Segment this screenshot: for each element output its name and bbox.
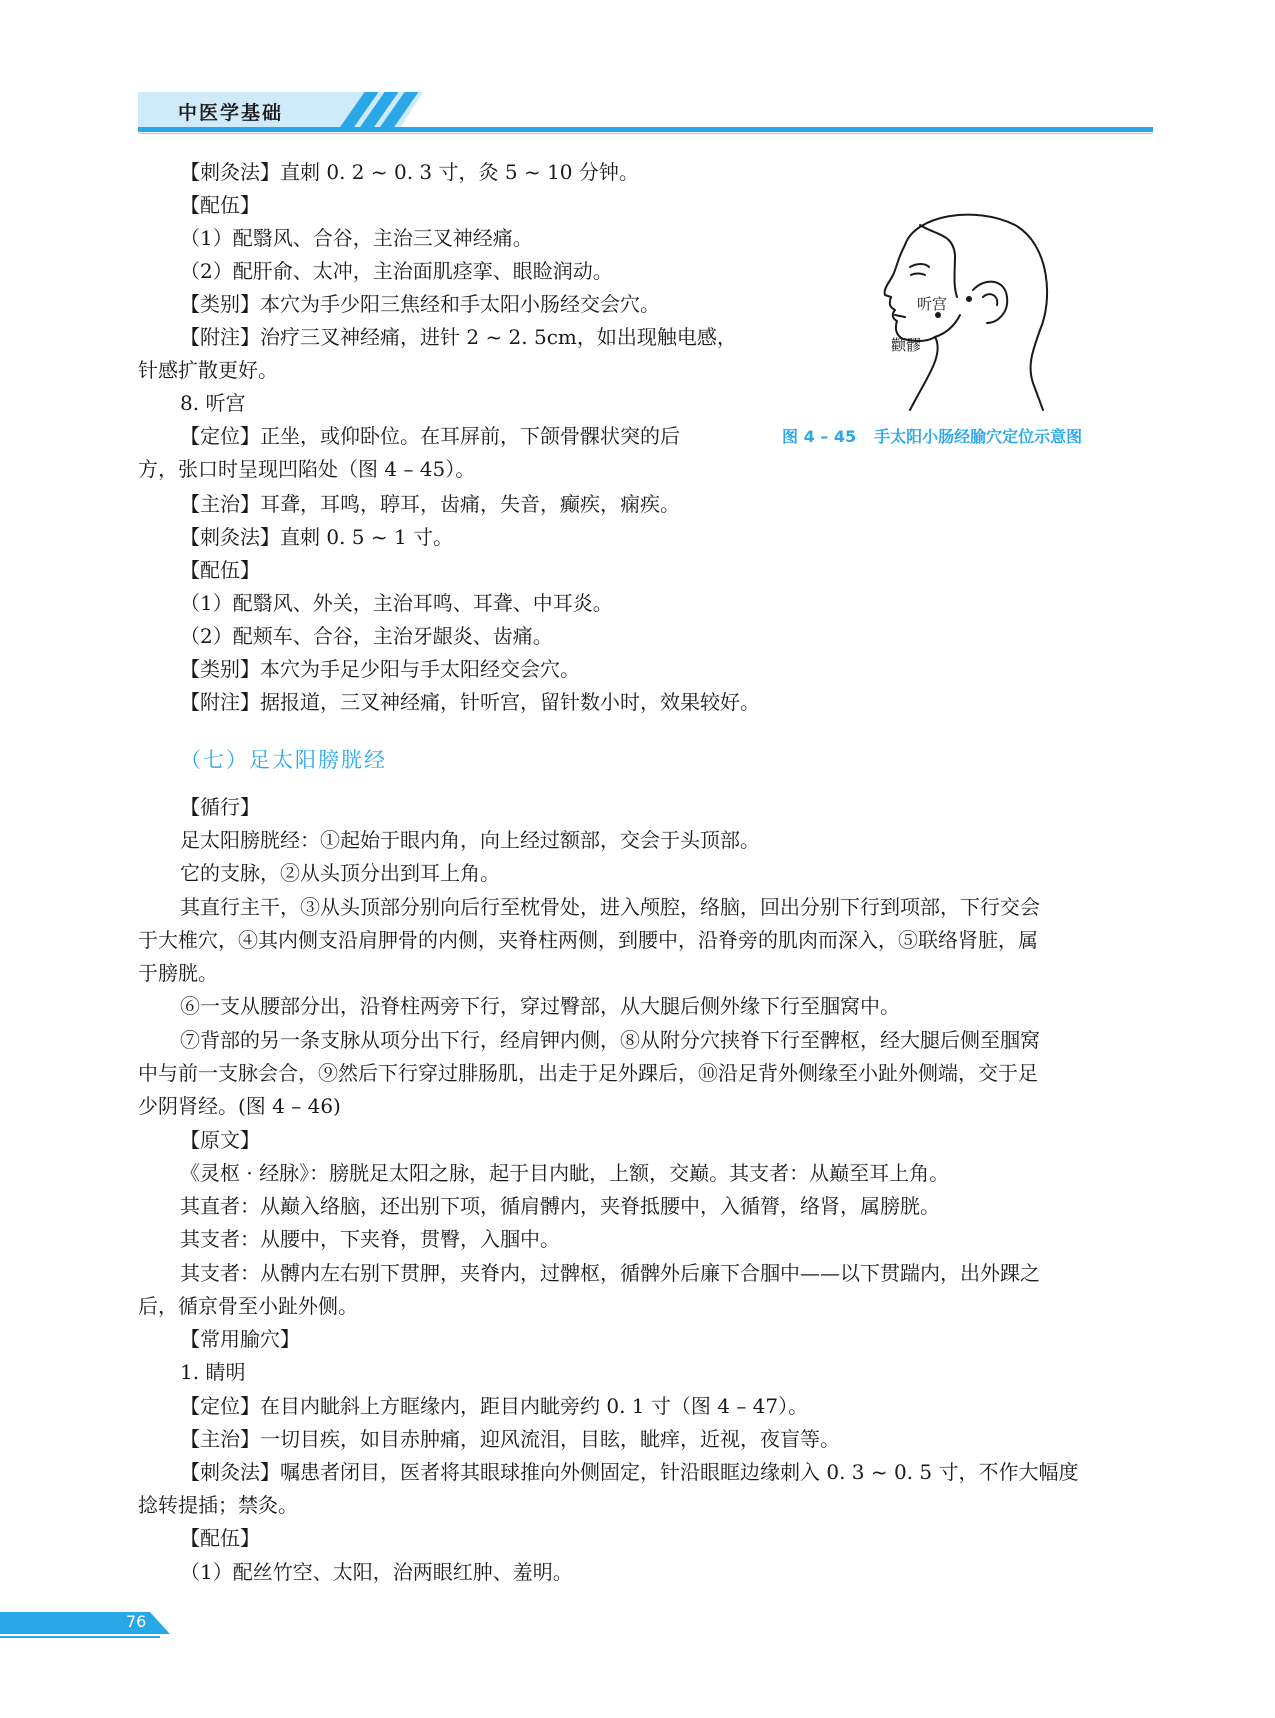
tinggong-point bbox=[966, 296, 972, 302]
text-line: 【附注】据报道，三叉神经痛，针听宫，留针数小时，效果较好。 bbox=[180, 690, 760, 714]
text-line: 足太阳膀胱经：①起始于眼内角，向上经过额部，交会于头顶部。 bbox=[180, 828, 760, 852]
figure-caption bbox=[782, 424, 1082, 447]
text-line: （2）配肝俞、太冲，主治面肌痉挛、眼睑润动。 bbox=[180, 259, 613, 283]
text-line: 【配伍】 bbox=[180, 193, 260, 217]
head-illustration bbox=[855, 205, 1055, 415]
text-line: 【刺灸法】嘱患者闭目，医者将其眼球推向外侧固定，针沿眼眶边缘刺入 0. 3 ~ 0. 5 寸，不作大幅度 bbox=[180, 1460, 1079, 1484]
text-line: 【主治】耳聋，耳鸣，聤耳，齿痛，失音，癫疾，痫疾。 bbox=[180, 492, 680, 516]
text-line: 它的支脉，②从头顶分出到耳上角。 bbox=[180, 861, 500, 885]
text-line: 【附注】治疗三叉神经痛，进针 2 ~ 2. 5cm，如出现触电感， bbox=[180, 325, 737, 349]
head-figure bbox=[855, 205, 1055, 415]
text-line: 【原文】 bbox=[180, 1128, 260, 1152]
text-line: 【定位】在目内眦斜上方眶缘内，距目内眦旁约 0. 1 寸（图 4 – 47）。 bbox=[180, 1394, 809, 1418]
text-line: 【主治】一切目疾，如目赤肿痛，迎风流泪，目眩，眦痒，近视，夜盲等。 bbox=[180, 1427, 840, 1451]
text-line: 捻转提插；禁灸。 bbox=[138, 1493, 298, 1517]
text-line: 其支者：从髆内左右别下贯胛，夹脊内，过髀枢，循髀外后廉下合腘中——以下贯踹内，出外踝之 bbox=[180, 1261, 1040, 1285]
figure-title: 手太阳小肠经腧穴定位示意图 bbox=[874, 427, 1083, 446]
page-number: 76 bbox=[126, 1612, 147, 1631]
text-line: 于膀胱。 bbox=[138, 961, 218, 985]
text-line: 【刺灸法】直刺 0. 2 ~ 0. 3 寸，灸 5 ~ 10 分钟。 bbox=[180, 160, 639, 184]
text-line: 【刺灸法】直刺 0. 5 ~ 1 寸。 bbox=[180, 525, 454, 549]
text-line: ⑦背部的另一条支脉从项分出下行，经肩钾内侧，⑧从附分穴挟脊下行至髀枢，经大腿后侧至腘窝 bbox=[180, 1028, 1040, 1052]
text-line: 其直者：从巅入络脑，还出别下项，循肩髆内，夹脊抵腰中，入循膂，络肾，属膀胱。 bbox=[180, 1194, 940, 1218]
text-line: 【类别】本穴为手足少阳与手太阳经交会穴。 bbox=[180, 657, 580, 681]
quanliao-label: 颧髎 bbox=[891, 336, 922, 354]
text-line: 其支者：从腰中，下夹脊，贯臀，入腘中。 bbox=[180, 1227, 560, 1251]
text-line: 【配伍】 bbox=[180, 1526, 260, 1550]
text-line: 【常用腧穴】 bbox=[180, 1327, 300, 1351]
header-rule bbox=[138, 127, 1153, 132]
tinggong-label: 听宫 bbox=[917, 295, 948, 313]
text-line: 少阴肾经。(图 4 – 46) bbox=[138, 1094, 341, 1118]
text-line: 《灵枢 · 经脉》：膀胱足太阳之脉，起于目内眦，上额，交巅。其支者：从巅至耳上角。 bbox=[180, 1161, 950, 1185]
text-line: （1）配翳风、合谷，主治三叉神经痛。 bbox=[180, 226, 533, 250]
item-heading: 1. 睛明 bbox=[180, 1360, 246, 1384]
text-line: 【配伍】 bbox=[180, 558, 260, 582]
text-line: 【循行】 bbox=[180, 795, 260, 819]
text-line: 其直行主干，③从头顶部分别向后行至枕骨处，进入颅腔，络脑，回出分别下行到项部，下行交会 bbox=[180, 895, 1040, 919]
text-line: 【定位】正坐，或仰卧位。在耳屏前，下颌骨髁状突的后 bbox=[180, 424, 680, 448]
text-line: 中与前一支脉会合，⑨然后下行穿过腓肠肌，出走于足外踝后，⑩沿足背外侧缘至小趾外侧端，交于足 bbox=[138, 1061, 1038, 1085]
text-line: 后，循京骨至小趾外侧。 bbox=[138, 1294, 358, 1318]
section-heading: （七）足太阳膀胱经 bbox=[180, 748, 387, 772]
text-line: 针感扩散更好。 bbox=[138, 358, 278, 382]
text-line: （1）配丝竹空、太阳，治两眼红肿、羞明。 bbox=[180, 1560, 573, 1584]
figure-number: 图 4 – 45 bbox=[782, 427, 857, 446]
text-line: 于大椎穴，④其内侧支沿肩胛骨的内侧，夹脊柱两侧，到腰中，沿脊旁的肌肉而深入，⑤联络肾脏，属 bbox=[138, 928, 1038, 952]
text-line: ⑥一支从腰部分出，沿脊柱两旁下行，穿过臀部，从大腿后侧外缘下行至腘窝中。 bbox=[180, 994, 900, 1018]
item-heading: 8. 听宫 bbox=[180, 391, 246, 415]
text-line: 方，张口时呈现凹陷处（图 4 – 45）。 bbox=[138, 457, 476, 481]
text-line: 【类别】本穴为手少阳三焦经和手太阳小肠经交会穴。 bbox=[180, 292, 660, 316]
footer-rule bbox=[0, 1636, 160, 1638]
running-head-title: 中医学基础 bbox=[178, 102, 284, 124]
header-rule-thin bbox=[138, 133, 1153, 134]
text-line: （2）配颊车、合谷，主治牙龈炎、齿痛。 bbox=[180, 624, 553, 648]
text-line: （1）配翳风、外关，主治耳鸣、耳聋、中耳炎。 bbox=[180, 591, 613, 615]
